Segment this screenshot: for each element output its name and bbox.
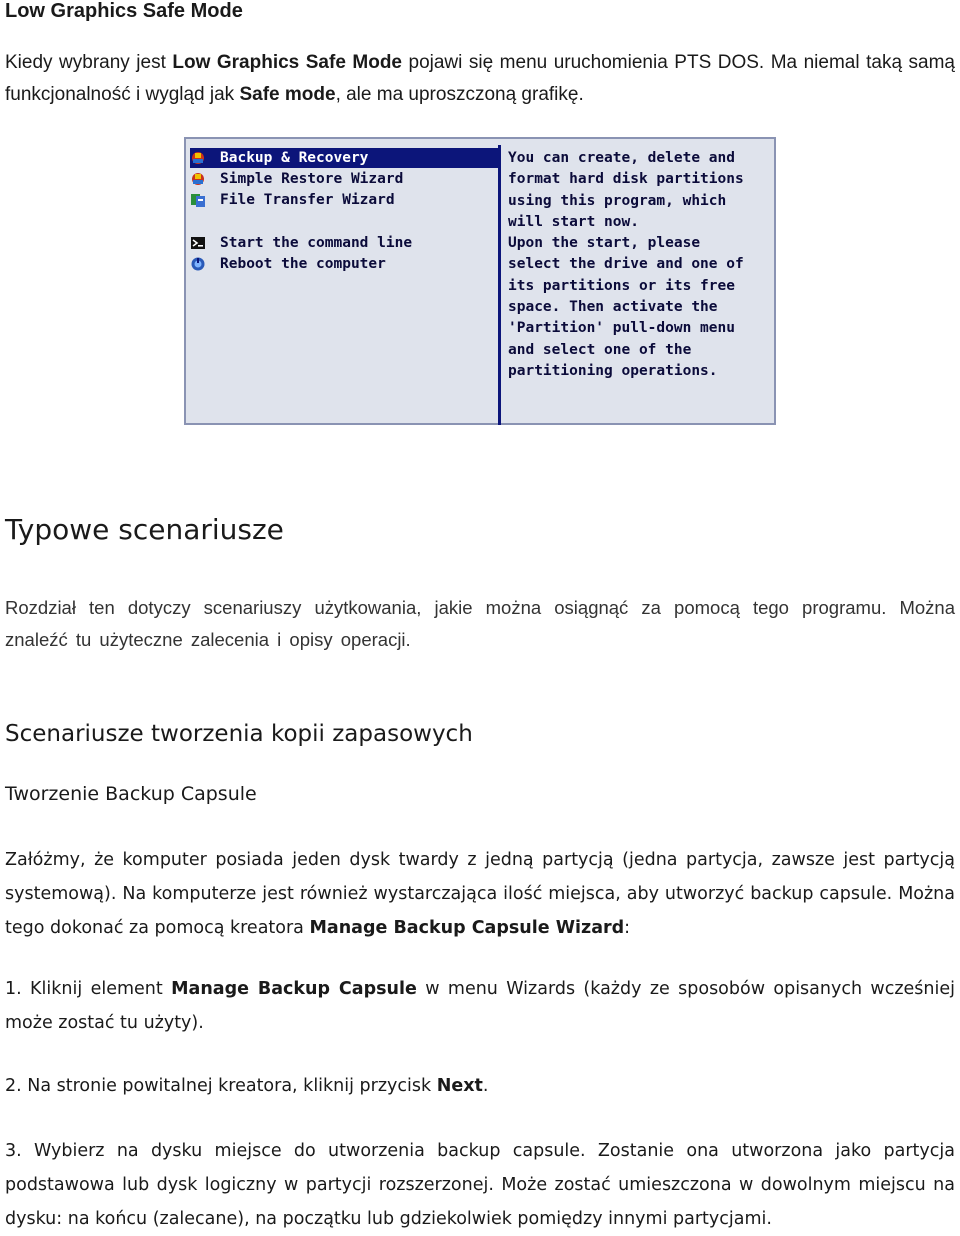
section-heading-low-graphics: Low Graphics Safe Mode [5, 0, 243, 22]
reboot-icon [190, 256, 206, 272]
intro-text-2: pojawi się menu uruchomienia PTS DOS. Ma niemal taką samą funkcjonalność i wygląd jak [5, 52, 955, 105]
capsule-bold-1: Manage Backup Capsule Wizard [309, 918, 625, 938]
intro-paragraph [5, 47, 955, 111]
file-transfer-icon [190, 192, 206, 208]
intro-bold-2: Safe mode [239, 84, 336, 105]
subheading-backup-capsule: Tworzenie Backup Capsule [5, 783, 257, 805]
capsule-text-1: Załóżmy, że komputer posiada jeden dysk twardy z jedną partycją (jedna partycja, zawsze jest partycją systemową). Na komputerze jest również wystarczająca ilość miejsca, aby utworzyć backup capsule. Można tego dokonać za pomocą kreatora [5, 850, 955, 938]
step-1 [5, 972, 955, 1040]
step-text: . [482, 1076, 489, 1096]
step-text: 3. Wybierz na dysku miejsce do utworzenia backup capsule. Zostanie ona utworzona jako partycja podstawowa lub dysk logiczny w partycji rozszerzonej. Może zostać umieszczona w dowolnym miejscu na dysku: na końcu (zalecane), na początku lub gdziekolwiek pomiędzy innymi partycjami. [5, 1141, 955, 1229]
step-text: 2. Na stronie powitalnej kreatora, kliknij przycisk [5, 1076, 437, 1096]
menu-item-simple-restore[interactable] [190, 169, 500, 189]
step-2 [5, 1069, 955, 1103]
intro-text-3: , ale ma uproszczoną grafikę. [335, 84, 584, 105]
backup-icon [190, 150, 206, 166]
menu-item-command-line[interactable] [190, 233, 500, 253]
intro-bold-1: Low Graphics Safe Mode [172, 52, 402, 73]
intro-text-1: Kiedy wybrany jest [5, 52, 173, 73]
scenarios-paragraph: Rozdział ten dotyczy scenariuszy użytkowania, jakie można osiągnąć za pomocą tego programu. Można znaleźć tu użyteczne zalecenia i opisy operacji. [5, 597, 955, 650]
menu-label: Start the command line [220, 235, 413, 251]
step-bold: Next [436, 1076, 483, 1096]
panel-divider [498, 145, 501, 425]
menu-item-reboot[interactable] [190, 254, 500, 274]
menu-label: Reboot the computer [220, 256, 386, 272]
capsule-text-2: : [624, 918, 631, 938]
menu-label: File Transfer Wizard [220, 192, 395, 208]
section-heading-typical-scenarios: Typowe scenariusze [5, 513, 284, 546]
menu-label: Backup & Recovery [220, 150, 369, 166]
dos-screenshot [184, 137, 776, 425]
menu-item-backup-recovery[interactable] [190, 148, 500, 168]
menu-label: Simple Restore Wizard [220, 171, 404, 187]
capsule-paragraph [5, 843, 955, 945]
menu-item-file-transfer[interactable] [190, 190, 500, 210]
step-3 [5, 1134, 955, 1236]
section-heading-backup-scenarios: Scenariusze tworzenia kopii zapasowych [5, 721, 473, 747]
command-line-icon [190, 235, 206, 251]
dos-description: You can create, delete and format hard disk partitions using this program, which will start now. Upon the start, please select the drive and one of its partitions or its free space. Then activate the 'Partition' pull-down menu and select one of the partitioning operations. [508, 150, 744, 379]
step-text: 1. Kliknij element [5, 979, 172, 999]
step-bold: Manage Backup Capsule [171, 979, 417, 999]
restore-icon [190, 171, 206, 187]
step-text: w menu Wizards (każdy ze sposobów opisanych wcześniej może zostać tu użyty). [5, 979, 956, 1033]
